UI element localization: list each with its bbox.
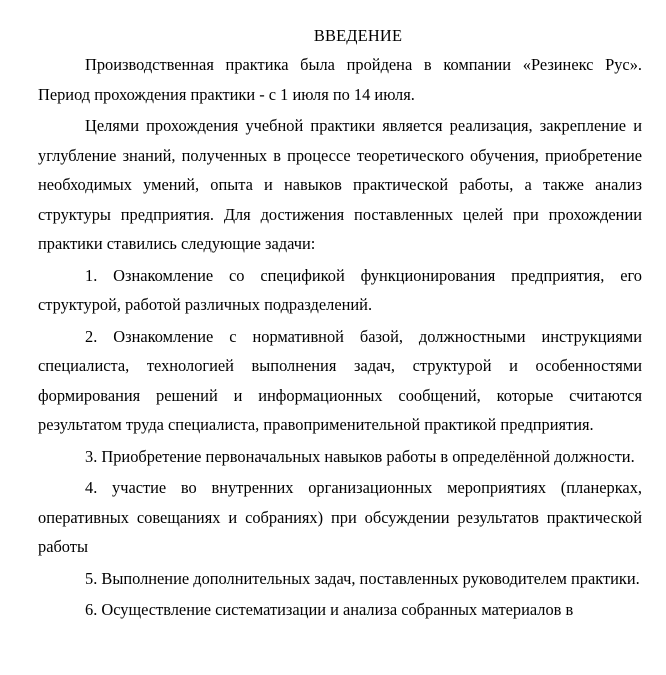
task-item-6: 6. Осуществление систематизации и анализа собранных материалов в bbox=[85, 600, 574, 619]
task-item-4: 4. участие во внутренних организационных мероприятиях (планерках, оперативных совещаниях и собраниях) при обсуждении результатов практической работы bbox=[38, 478, 642, 556]
document-title: ВВЕДЕНИЕ bbox=[313, 26, 403, 45]
task-item-5: 5. Выполнение дополнительных задач, поставленных руководителем практики. bbox=[85, 568, 640, 588]
intro-paragraph: Производственная практика была пройдена в компании «Резинекс Рус». Период прохождения практики - с 1 июля по 14 июля. bbox=[38, 55, 642, 104]
task-item-1: 1. Ознакомление со спецификой функционирования предприятия, его структурой, работой различных подразделений. bbox=[38, 265, 642, 314]
goals-paragraph: Целями прохождения учебной практики является реализация, закрепление и углубление знаний, полученных в процессе теоретического обучения, приобретение необходимых умений, опыта и навыков практической работы, а также анализ структуры предприятия. Для достижения поставленных целей при прохождении практики ставились следующие задачи: bbox=[38, 116, 642, 253]
task-item-2: 2. Ознакомление с нормативной базой, должностными инструкциями специалиста, технологией выполнения задач, структурой и особенностями формирования решений и информационных сообщений, которые считаются результатом труда специалиста, правоприменительной практикой предприятия. bbox=[38, 326, 642, 434]
task-item-3: 3. Приобретение первоначальных навыков работы в определённой должности. bbox=[85, 446, 635, 466]
document-body bbox=[38, 21, 642, 625]
